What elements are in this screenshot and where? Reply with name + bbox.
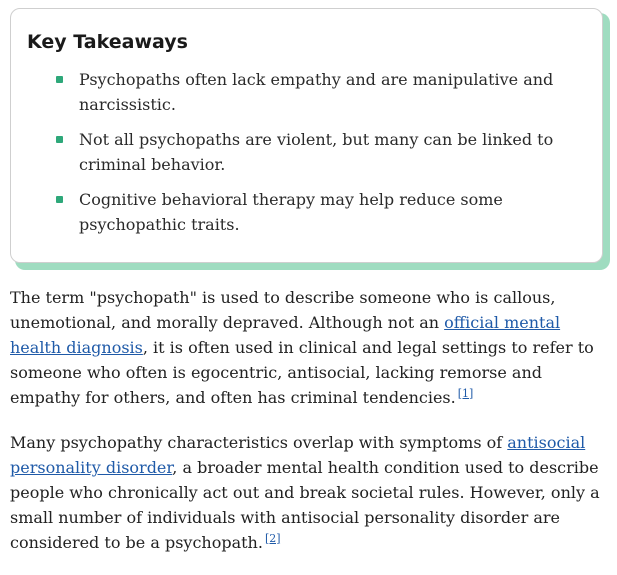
citation-link[interactable]: [1] — [457, 386, 474, 400]
antisocial-personality-disorder-link[interactable]: antisocial personality disorder — [10, 433, 586, 477]
article-paragraph — [10, 430, 610, 555]
article-body — [10, 285, 610, 575]
citation-link[interactable]: [2] — [264, 531, 281, 545]
bullet-icon — [56, 136, 63, 143]
takeaway-text: Cognitive behavioral therapy may help reduce some psychopathic traits. — [79, 190, 503, 234]
takeaway-text: Psychopaths often lack empathy and are manipulative and narcissistic. — [79, 70, 554, 114]
key-takeaways-list — [11, 67, 604, 247]
paragraph-text: Many psychopathy characteristics overlap with symptoms of — [10, 433, 508, 452]
key-takeaways-title: Key Takeaways — [27, 31, 188, 53]
takeaway-item — [11, 67, 604, 117]
article-paragraph — [10, 285, 610, 410]
takeaway-item — [11, 187, 604, 237]
bullet-icon — [56, 196, 63, 203]
key-takeaways-card — [10, 8, 610, 270]
paragraph-text: The term "psychopath" is used to describe someone who is callous, unemotional, and morally depraved. Although not an — [10, 288, 556, 332]
bullet-icon — [56, 76, 63, 83]
official-mental-health-diagnosis-link[interactable]: official mental health diagnosis — [10, 313, 561, 357]
takeaway-text: Not all psychopaths are violent, but many can be linked to criminal behavior. — [79, 130, 554, 174]
takeaway-item — [11, 127, 604, 177]
paragraph-text: , it is often used in clinical and legal settings to refer to someone who often is egocentric, antisocial, lacking remorse and empathy for others, and often has criminal tendencies. — [10, 338, 594, 407]
paragraph-text: , a broader mental health condition used to describe people who chronically act out and break societal rules. However, only a small number of individuals with antisocial personality disorder are considered to be a psychopath. — [10, 458, 600, 552]
key-takeaways-box — [10, 8, 603, 263]
